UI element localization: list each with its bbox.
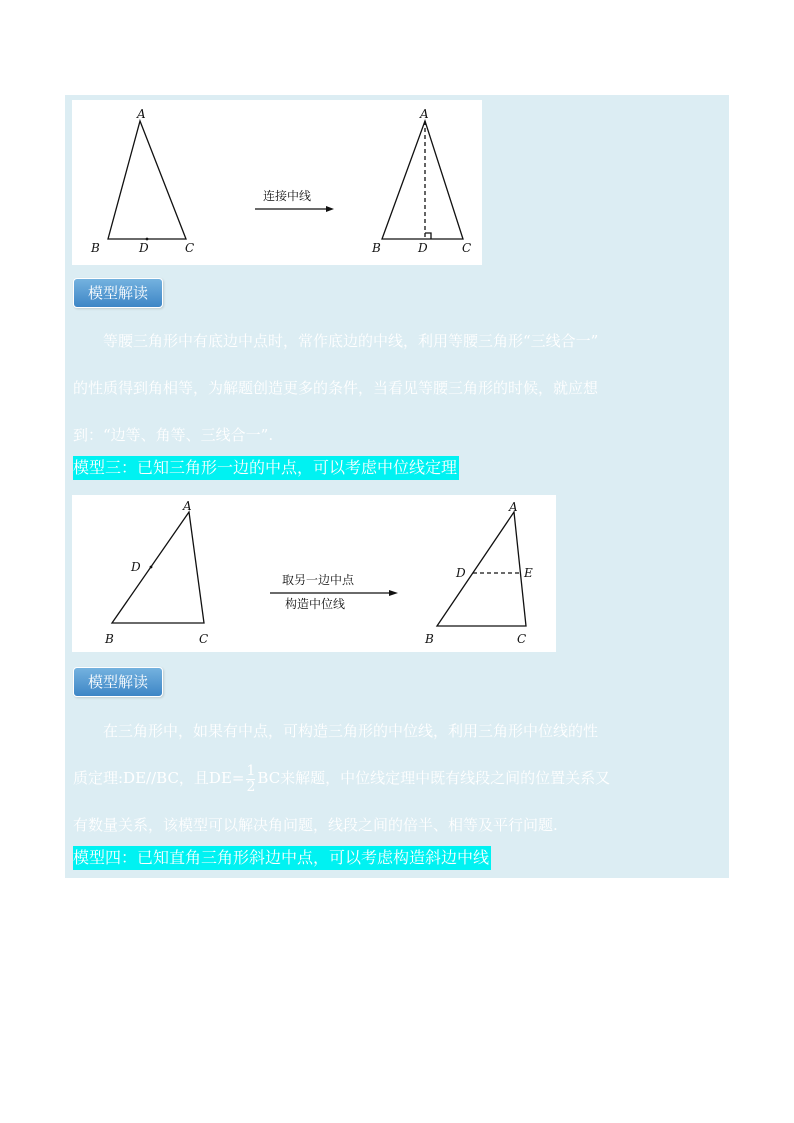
paragraph-line: 有数量关系，该模型可以解决角问题，线段之间的倍半、相等及平行问题.	[73, 816, 558, 834]
left-triangle	[108, 121, 186, 239]
right-triangle	[382, 121, 463, 239]
interpretation-paragraph-1	[73, 318, 723, 459]
model-interpretation-badge: 模型解读	[73, 278, 163, 308]
label-B: B	[91, 241, 100, 255]
label-C: C	[517, 632, 527, 646]
paragraph-line: 在三角形中，如果有中点，可构造三角形的中位线，利用三角形中位线的性	[103, 722, 599, 740]
label-C: C	[185, 241, 195, 255]
paragraph-line: 等腰三角形中有底边中点时，常作底边的中线，利用等腰三角形“三线合一”	[103, 332, 599, 350]
label-B: B	[372, 241, 381, 255]
right-triangle	[437, 512, 526, 626]
label-A: A	[509, 500, 518, 514]
paragraph-line: 到：“边等、角等、三线合一”.	[73, 426, 274, 444]
interpretation-paragraph-2	[73, 708, 723, 849]
label-D: D	[131, 560, 141, 574]
figure-isosceles-median	[72, 100, 482, 265]
arrow-label-bottom: 构造中位线	[285, 597, 346, 611]
paragraph-line-with-fraction	[73, 755, 723, 802]
label-A: A	[137, 107, 146, 121]
figure-midline	[72, 495, 556, 652]
midpoint-dot	[146, 238, 149, 241]
arrow-label: 连接中线	[263, 189, 312, 203]
label-A: A	[183, 499, 192, 513]
arrow-head	[389, 590, 398, 596]
fraction-numerator: 1	[246, 762, 256, 779]
model-interpretation-badge: 模型解读	[73, 667, 163, 697]
label-D: D	[456, 566, 466, 580]
right-angle-mark	[425, 233, 431, 239]
fraction-denominator: 2	[246, 778, 256, 795]
label-C: C	[199, 632, 209, 646]
figure2-svg	[72, 495, 556, 652]
label-D: D	[418, 241, 428, 255]
left-triangle	[112, 512, 204, 623]
label-A: A	[420, 107, 429, 121]
label-D: D	[139, 241, 149, 255]
label-B: B	[105, 632, 114, 646]
fraction-one-half	[246, 764, 255, 795]
paragraph-line: 的性质得到角相等，为解题创造更多的条件，当看见等腰三角形的时候，就应想	[73, 379, 599, 397]
arrow-head	[326, 206, 334, 212]
line-text-before: 质定理:DE//BC，且DE=	[73, 769, 245, 787]
model-three-heading: 模型三：已知三角形一边的中点，可以考虑中位线定理	[73, 456, 459, 480]
figure1-svg	[72, 100, 482, 265]
label-C: C	[462, 241, 472, 255]
label-B: B	[425, 632, 434, 646]
model-four-heading: 模型四：已知直角三角形斜边中点，可以考虑构造斜边中线	[73, 846, 491, 870]
label-E: E	[524, 566, 533, 580]
midpoint-dot	[150, 566, 153, 569]
arrow-label-top: 取另一边中点	[282, 573, 355, 587]
line-text-after: BC来解题，中位线定理中既有线段之间的位置关系又	[257, 769, 611, 787]
